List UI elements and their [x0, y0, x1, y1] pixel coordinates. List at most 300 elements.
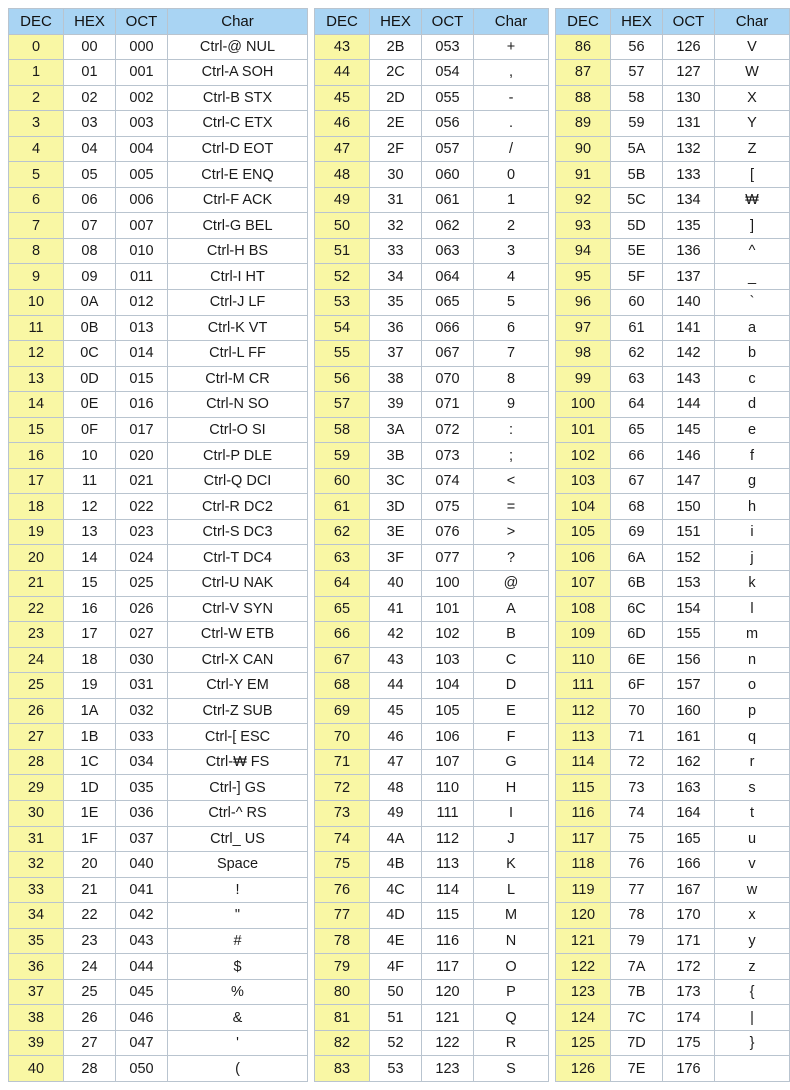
hex-cell: 75 [611, 826, 663, 852]
table-row [556, 213, 790, 239]
hex-cell: 6B [611, 571, 663, 597]
char-cell: ] [715, 213, 790, 239]
table-row [556, 749, 790, 775]
oct-cell: 150 [663, 494, 715, 520]
hex-cell: 03 [64, 111, 116, 137]
oct-cell: 152 [663, 545, 715, 571]
dec-cell: 4 [9, 136, 64, 162]
oct-cell: 167 [663, 877, 715, 903]
hex-cell: 19 [64, 673, 116, 699]
dec-cell: 39 [9, 1030, 64, 1056]
oct-cell: 144 [663, 392, 715, 418]
char-cell: Q [474, 1005, 549, 1031]
char-cell: . [474, 111, 549, 137]
table-row [9, 443, 308, 469]
dec-cell: 119 [556, 877, 611, 903]
dec-cell: 66 [315, 622, 370, 648]
char-cell: Ctrl-₩ FS [168, 749, 308, 775]
table-row [315, 724, 549, 750]
dec-cell: 71 [315, 749, 370, 775]
char-cell: Ctrl-O SI [168, 417, 308, 443]
table-row [556, 698, 790, 724]
table-row [556, 85, 790, 111]
dec-cell: 55 [315, 341, 370, 367]
hex-cell: 2E [370, 111, 422, 137]
table-row [556, 954, 790, 980]
dec-cell: 31 [9, 826, 64, 852]
dec-cell: 49 [315, 187, 370, 213]
hex-cell: 66 [611, 443, 663, 469]
dec-cell: 63 [315, 545, 370, 571]
dec-cell: 18 [9, 494, 64, 520]
hex-cell: 38 [370, 366, 422, 392]
hex-cell: 09 [64, 264, 116, 290]
table-row [315, 545, 549, 571]
table-row [315, 341, 549, 367]
hex-cell: 01 [64, 60, 116, 86]
hex-cell: 3A [370, 417, 422, 443]
char-cell: f [715, 443, 790, 469]
table-row [9, 341, 308, 367]
oct-cell: 075 [422, 494, 474, 520]
table-row [9, 1030, 308, 1056]
oct-cell: 002 [116, 85, 168, 111]
dec-cell: 91 [556, 162, 611, 188]
oct-cell: 174 [663, 1005, 715, 1031]
table-row [556, 162, 790, 188]
char-cell: Ctrl-A SOH [168, 60, 308, 86]
dec-cell: 57 [315, 392, 370, 418]
char-cell: " [168, 903, 308, 929]
table-row [315, 315, 549, 341]
hex-cell: 4A [370, 826, 422, 852]
hex-cell: 2D [370, 85, 422, 111]
oct-cell: 163 [663, 775, 715, 801]
char-cell: R [474, 1030, 549, 1056]
hex-cell: 34 [370, 264, 422, 290]
dec-cell: 59 [315, 443, 370, 469]
dec-cell: 107 [556, 571, 611, 597]
dec-cell: 5 [9, 162, 64, 188]
dec-cell: 121 [556, 928, 611, 954]
dec-cell: 99 [556, 366, 611, 392]
hex-cell: 5E [611, 238, 663, 264]
char-cell: @ [474, 571, 549, 597]
oct-cell: 116 [422, 928, 474, 954]
table-row [556, 136, 790, 162]
hex-cell: 12 [64, 494, 116, 520]
char-cell: G [474, 749, 549, 775]
char-cell: Ctrl-Z SUB [168, 698, 308, 724]
hex-cell: 11 [64, 468, 116, 494]
char-cell: Ctrl-L FF [168, 341, 308, 367]
dec-cell: 22 [9, 596, 64, 622]
hex-cell: 71 [611, 724, 663, 750]
table-row [556, 468, 790, 494]
dec-cell: 54 [315, 315, 370, 341]
hex-cell: 24 [64, 954, 116, 980]
oct-cell: 062 [422, 213, 474, 239]
dec-cell: 11 [9, 315, 64, 341]
hex-cell: 7E [611, 1056, 663, 1082]
table-row [556, 622, 790, 648]
dec-cell: 24 [9, 647, 64, 673]
table-row [556, 928, 790, 954]
char-cell: v [715, 852, 790, 878]
hex-cell: 79 [611, 928, 663, 954]
char-cell: q [715, 724, 790, 750]
char-cell: Ctrl-] GS [168, 775, 308, 801]
table-row [9, 622, 308, 648]
hex-cell: 73 [611, 775, 663, 801]
table-row [556, 417, 790, 443]
dec-cell: 126 [556, 1056, 611, 1082]
oct-cell: 170 [663, 903, 715, 929]
char-cell: Ctrl-P DLE [168, 443, 308, 469]
table-row [315, 800, 549, 826]
dec-cell: 83 [315, 1056, 370, 1082]
table-row [315, 34, 549, 60]
dec-cell: 122 [556, 954, 611, 980]
oct-cell: 036 [116, 800, 168, 826]
char-cell: g [715, 468, 790, 494]
hex-cell: 70 [611, 698, 663, 724]
hex-cell: 52 [370, 1030, 422, 1056]
char-cell: Ctrl-S DC3 [168, 519, 308, 545]
dec-cell: 25 [9, 673, 64, 699]
table-row [9, 1005, 308, 1031]
hex-cell: 15 [64, 571, 116, 597]
char-cell: Ctrl-X CAN [168, 647, 308, 673]
hex-cell: 0D [64, 366, 116, 392]
char-cell: E [474, 698, 549, 724]
table-row [315, 85, 549, 111]
char-cell: k [715, 571, 790, 597]
table-row [9, 877, 308, 903]
oct-cell: 143 [663, 366, 715, 392]
char-cell: N [474, 928, 549, 954]
table-row [556, 290, 790, 316]
dec-cell: 20 [9, 545, 64, 571]
hex-cell: 5D [611, 213, 663, 239]
table-row [315, 979, 549, 1005]
dec-cell: 113 [556, 724, 611, 750]
oct-cell: 021 [116, 468, 168, 494]
oct-cell: 026 [116, 596, 168, 622]
oct-cell: 066 [422, 315, 474, 341]
hex-cell: 1C [64, 749, 116, 775]
oct-cell: 015 [116, 366, 168, 392]
hex-cell: 4F [370, 954, 422, 980]
hex-cell: 57 [611, 60, 663, 86]
hex-cell: 65 [611, 417, 663, 443]
char-cell: Ctrl-Q DCI [168, 468, 308, 494]
oct-cell: 176 [663, 1056, 715, 1082]
char-cell: t [715, 800, 790, 826]
hex-cell: 0B [64, 315, 116, 341]
char-cell: ` [715, 290, 790, 316]
hex-cell: 7B [611, 979, 663, 1005]
hex-cell: 72 [611, 749, 663, 775]
dec-cell: 43 [315, 34, 370, 60]
table-row [9, 647, 308, 673]
table-row [315, 826, 549, 852]
dec-cell: 106 [556, 545, 611, 571]
table-row [315, 673, 549, 699]
char-cell: } [715, 1030, 790, 1056]
dec-cell: 82 [315, 1030, 370, 1056]
oct-cell: 072 [422, 417, 474, 443]
header-row [315, 9, 549, 35]
dec-cell: 36 [9, 954, 64, 980]
dec-cell: 0 [9, 34, 64, 60]
header-row [556, 9, 790, 35]
table-row [315, 213, 549, 239]
oct-cell: 061 [422, 187, 474, 213]
oct-cell: 175 [663, 1030, 715, 1056]
char-cell: Ctrl-T DC4 [168, 545, 308, 571]
oct-cell: 141 [663, 315, 715, 341]
hex-cell: 32 [370, 213, 422, 239]
char-cell: Ctrl-E ENQ [168, 162, 308, 188]
dec-cell: 115 [556, 775, 611, 801]
dec-cell: 1 [9, 60, 64, 86]
char-cell: Ctrl-U NAK [168, 571, 308, 597]
header-dec: DEC [315, 9, 370, 35]
dec-cell: 40 [9, 1056, 64, 1082]
char-cell: r [715, 749, 790, 775]
oct-cell: 164 [663, 800, 715, 826]
char-cell: x [715, 903, 790, 929]
dec-cell: 118 [556, 852, 611, 878]
hex-cell: 3B [370, 443, 422, 469]
hex-cell: 14 [64, 545, 116, 571]
table-row [556, 264, 790, 290]
oct-cell: 077 [422, 545, 474, 571]
table-row [556, 826, 790, 852]
hex-cell: 4C [370, 877, 422, 903]
hex-cell: 56 [611, 34, 663, 60]
dec-cell: 47 [315, 136, 370, 162]
hex-cell: 36 [370, 315, 422, 341]
table-row [315, 928, 549, 954]
hex-cell: 76 [611, 852, 663, 878]
table-row [556, 1030, 790, 1056]
oct-cell: 101 [422, 596, 474, 622]
dec-cell: 93 [556, 213, 611, 239]
hex-cell: 35 [370, 290, 422, 316]
hex-cell: 77 [611, 877, 663, 903]
hex-cell: 5A [611, 136, 663, 162]
oct-cell: 076 [422, 519, 474, 545]
oct-cell: 105 [422, 698, 474, 724]
dec-cell: 62 [315, 519, 370, 545]
char-cell: < [474, 468, 549, 494]
hex-cell: 39 [370, 392, 422, 418]
oct-cell: 161 [663, 724, 715, 750]
hex-cell: 68 [611, 494, 663, 520]
hex-cell: 5B [611, 162, 663, 188]
oct-cell: 064 [422, 264, 474, 290]
dec-cell: 108 [556, 596, 611, 622]
oct-cell: 142 [663, 341, 715, 367]
char-cell: Ctrl-D EOT [168, 136, 308, 162]
dec-cell: 16 [9, 443, 64, 469]
hex-cell: 21 [64, 877, 116, 903]
table-row [9, 392, 308, 418]
table-row [315, 1030, 549, 1056]
oct-cell: 054 [422, 60, 474, 86]
hex-cell: 1E [64, 800, 116, 826]
char-cell [715, 1056, 790, 1082]
char-cell: > [474, 519, 549, 545]
char-cell: 1 [474, 187, 549, 213]
char-cell: i [715, 519, 790, 545]
oct-cell: 173 [663, 979, 715, 1005]
dec-cell: 111 [556, 673, 611, 699]
hex-cell: 7A [611, 954, 663, 980]
hex-cell: 4B [370, 852, 422, 878]
table-row [9, 954, 308, 980]
oct-cell: 132 [663, 136, 715, 162]
hex-cell: 13 [64, 519, 116, 545]
hex-cell: 43 [370, 647, 422, 673]
table-row [9, 264, 308, 290]
dec-cell: 46 [315, 111, 370, 137]
table-row [315, 290, 549, 316]
table-row [556, 877, 790, 903]
table-row [315, 647, 549, 673]
table-row [315, 749, 549, 775]
hex-cell: 27 [64, 1030, 116, 1056]
table-row [9, 1056, 308, 1082]
oct-cell: 047 [116, 1030, 168, 1056]
oct-cell: 136 [663, 238, 715, 264]
dec-cell: 102 [556, 443, 611, 469]
dec-cell: 73 [315, 800, 370, 826]
table-row [315, 494, 549, 520]
oct-cell: 044 [116, 954, 168, 980]
header-hex: HEX [611, 9, 663, 35]
hex-cell: 64 [611, 392, 663, 418]
oct-cell: 155 [663, 622, 715, 648]
table-row [556, 571, 790, 597]
char-cell: ^ [715, 238, 790, 264]
table-row [315, 852, 549, 878]
table-row [315, 238, 549, 264]
oct-cell: 157 [663, 673, 715, 699]
oct-cell: 071 [422, 392, 474, 418]
dec-cell: 15 [9, 417, 64, 443]
hex-cell: 5F [611, 264, 663, 290]
table-row [9, 928, 308, 954]
table-row [9, 673, 308, 699]
table-row [315, 264, 549, 290]
char-cell: 0 [474, 162, 549, 188]
dec-cell: 50 [315, 213, 370, 239]
hex-cell: 60 [611, 290, 663, 316]
char-cell: Ctrl-C ETX [168, 111, 308, 137]
hex-cell: 16 [64, 596, 116, 622]
char-cell: h [715, 494, 790, 520]
char-cell: 4 [474, 264, 549, 290]
char-cell: e [715, 417, 790, 443]
hex-cell: 3F [370, 545, 422, 571]
table-row [315, 392, 549, 418]
char-cell: Ctrl-K VT [168, 315, 308, 341]
oct-cell: 063 [422, 238, 474, 264]
dec-cell: 56 [315, 366, 370, 392]
table-row [556, 443, 790, 469]
dec-cell: 68 [315, 673, 370, 699]
char-cell: ! [168, 877, 308, 903]
oct-cell: 020 [116, 443, 168, 469]
oct-cell: 111 [422, 800, 474, 826]
header-hex: HEX [370, 9, 422, 35]
char-cell: H [474, 775, 549, 801]
dec-cell: 2 [9, 85, 64, 111]
hex-cell: 31 [370, 187, 422, 213]
table-row [315, 903, 549, 929]
oct-cell: 074 [422, 468, 474, 494]
dec-cell: 48 [315, 162, 370, 188]
char-cell: L [474, 877, 549, 903]
dec-cell: 23 [9, 622, 64, 648]
dec-cell: 69 [315, 698, 370, 724]
oct-cell: 010 [116, 238, 168, 264]
char-cell: $ [168, 954, 308, 980]
dec-cell: 33 [9, 877, 64, 903]
dec-cell: 32 [9, 852, 64, 878]
dec-cell: 26 [9, 698, 64, 724]
char-cell: Ctrl_ US [168, 826, 308, 852]
dec-cell: 10 [9, 290, 64, 316]
oct-cell: 007 [116, 213, 168, 239]
oct-cell: 001 [116, 60, 168, 86]
oct-cell: 115 [422, 903, 474, 929]
table-row [556, 494, 790, 520]
char-cell: c [715, 366, 790, 392]
oct-cell: 103 [422, 647, 474, 673]
oct-cell: 023 [116, 519, 168, 545]
table-row [9, 85, 308, 111]
oct-cell: 171 [663, 928, 715, 954]
dec-cell: 116 [556, 800, 611, 826]
dec-cell: 98 [556, 341, 611, 367]
table-row [556, 800, 790, 826]
table-row [9, 596, 308, 622]
table-row [9, 903, 308, 929]
char-cell: ; [474, 443, 549, 469]
dec-cell: 101 [556, 417, 611, 443]
table-row [9, 136, 308, 162]
oct-cell: 113 [422, 852, 474, 878]
hex-cell: 22 [64, 903, 116, 929]
hex-cell: 17 [64, 622, 116, 648]
oct-cell: 070 [422, 366, 474, 392]
hex-cell: 2F [370, 136, 422, 162]
oct-cell: 027 [116, 622, 168, 648]
table-row [315, 136, 549, 162]
dec-cell: 123 [556, 979, 611, 1005]
hex-cell: 42 [370, 622, 422, 648]
table-row [9, 698, 308, 724]
ascii-table-panel-2 [314, 8, 549, 1082]
table-row [9, 238, 308, 264]
header-char: Char [715, 9, 790, 35]
char-cell: O [474, 954, 549, 980]
table-row [315, 162, 549, 188]
